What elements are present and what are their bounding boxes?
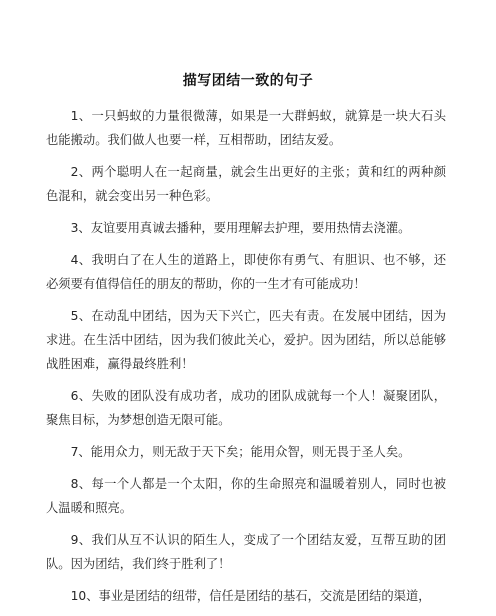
paragraph-2: 2、两个聪明人在一起商量，就会生出更好的主张；黄和红的两种颜色混和，就会变出另一种色彩。 (46, 165, 446, 203)
paragraph-8: 8、每一个人都是一个太阳，你的生命照亮和温暖着别人，同时也被人温暖和照亮。 (46, 477, 446, 515)
paragraph-6: 6、失败的团队没有成功者，成功的团队成就每一个人！凝聚团队，聚焦目标，为梦想创造无限可能。 (46, 389, 446, 427)
paragraph-3: 3、友谊要用真诚去播种，要用理解去护理，要用热情去浇灌。 (70, 221, 411, 235)
paragraph-5: 5、在动乱中团结，因为天下兴亡，匹夫有责。在发展中团结，因为求进。在生活中团结，因为我们彼此关心，爱护。因为团结，所以总能够战胜困难，赢得最终胜利！ (46, 309, 446, 371)
paragraph-4: 4、我明白了在人生的道路上，即使你有勇气、有胆识、也不够，还必须要有值得信任的朋友的帮助，你的一生才有可能成功！ (46, 253, 446, 291)
paragraph-10: 10、事业是团结的纽带，信任是团结的基石，交流是团结的渠道， (70, 589, 431, 603)
paragraph-1: 1、一只蚂蚁的力量很微薄，如果是一大群蚂蚁，就算是一块大石头也能搬动。我们做人也要一样，互相帮助，团结友爱。 (46, 109, 446, 147)
paragraph-9: 9、我们从互不认识的陌生人，变成了一个团结友爱，互帮互助的团队。因为团结，我们终于胜利了！ (46, 533, 446, 571)
document-body (46, 104, 446, 616)
paragraph-7: 7、能用众力，则无敌于天下矣；能用众智，则无畏于圣人矣。 (70, 445, 411, 459)
document-title: 描写团结一致的句子 (182, 73, 314, 89)
